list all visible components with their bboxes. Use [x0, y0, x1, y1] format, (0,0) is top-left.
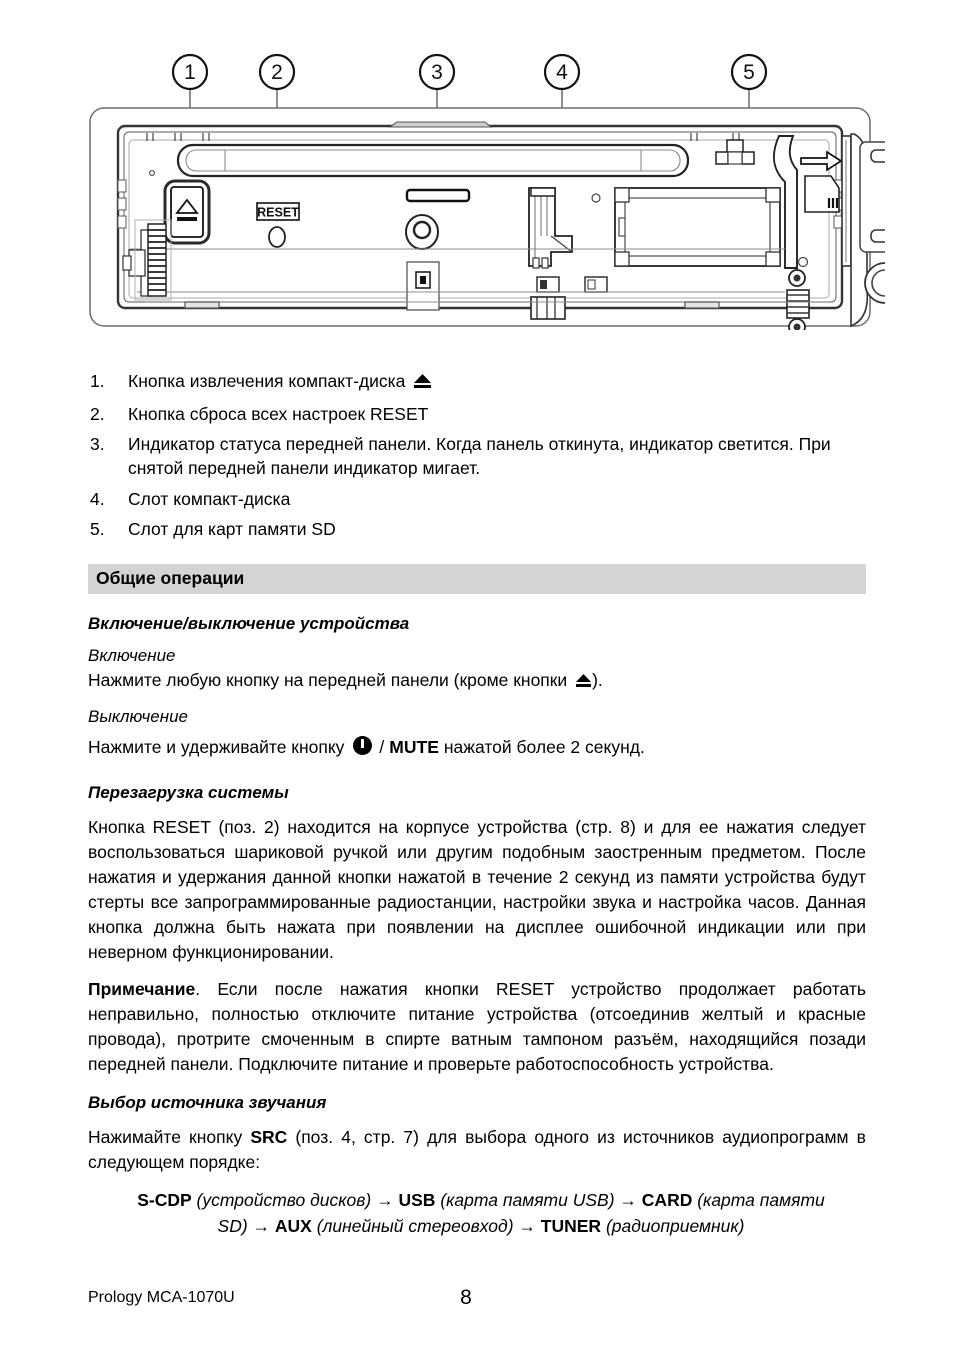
power-off-text-after: нажатой более 2 секунд.	[443, 737, 645, 758]
power-off-separator: /	[379, 737, 385, 758]
reset-label-text: RESET	[257, 205, 299, 220]
chain-code-0: S-CDP	[137, 1189, 192, 1210]
chain-arrow-2: →	[252, 1216, 271, 1237]
paragraph-reset: Кнопка RESET (поз. 2) находится на корпусе устройства (стр. 8) и для ее нажатия следует воспользоваться шариковой ручкой или другим подобным заостренным предметом. После нажатия и удержания данной кнопки нажатой в течение 2 секунд из памяти устройства будут стерты все запрограммированные радиостанции, настройки звука и настройка часов. Данная кнопка должна быть нажата при появлении на дисплее ошибочной индикации или при неверном функционировании.	[88, 816, 866, 962]
eject-icon	[575, 670, 592, 695]
reset-hole	[269, 227, 285, 247]
callout-circles	[173, 55, 766, 89]
source-text-after: (поз. 4, стр. 7) для выбора одного из источников аудиопрограмм в следующем порядке:	[88, 1126, 866, 1172]
chain-desc-2: (карта памяти SD)	[217, 1189, 825, 1237]
status-indicator	[407, 190, 469, 201]
section-header-bar	[88, 564, 866, 594]
paragraph-power-off	[88, 735, 866, 761]
top-nub	[390, 122, 491, 127]
power-on-text-before: Нажмите любую кнопку на передней панели (кроме кнопки	[88, 669, 573, 690]
eject-button	[165, 181, 209, 243]
callout-number-1: 1	[184, 61, 196, 84]
list-item	[88, 403, 866, 427]
callout-number-2: 2	[271, 61, 283, 84]
chain-desc-3: (линейный стереовход)	[316, 1216, 514, 1237]
paragraph-source	[88, 1125, 866, 1175]
note-label: Примечание	[88, 978, 196, 999]
power-on-text-after: ).	[592, 669, 603, 690]
subheading-source: Выбор источника звучания	[88, 1092, 327, 1112]
power-icon	[352, 735, 373, 761]
list-item-number: 2.	[90, 403, 105, 424]
chain-arrow-1: →	[619, 1189, 637, 1210]
footer-page-number: 8	[460, 1286, 472, 1309]
chain-desc-1: (карта памяти USB)	[440, 1189, 615, 1210]
mute-button-label: MUTE	[389, 737, 439, 758]
chain-code-4: TUNER	[540, 1216, 602, 1237]
chain-code-2: CARD	[641, 1189, 693, 1210]
list-item	[88, 433, 866, 480]
eject-icon	[413, 372, 432, 396]
cd-slot	[178, 145, 688, 176]
list-item-number: 1.	[90, 371, 105, 391]
list-item	[88, 370, 866, 396]
screw-dot-center	[592, 194, 600, 202]
list-item	[88, 488, 866, 512]
callout-number-5: 5	[743, 61, 755, 84]
chain-desc-0: (устройство дисков)	[196, 1189, 372, 1210]
label-power-off: Выключение	[88, 706, 188, 726]
callout-number-3: 3	[431, 61, 443, 84]
paragraph-reset-note	[88, 977, 866, 1077]
source-chain	[88, 1187, 866, 1240]
screw-dot-left	[150, 171, 155, 176]
section-header-title: Общие операции	[96, 568, 245, 589]
label-power-on: Включение	[88, 645, 176, 665]
list-item-label: Слот для карт памяти SD	[128, 519, 336, 540]
source-text-before: Нажимайте кнопку	[88, 1126, 251, 1147]
chain-arrow-0: →	[376, 1189, 394, 1210]
src-button-label: SRC	[250, 1126, 288, 1147]
page-footer	[88, 1286, 866, 1313]
list-item	[88, 518, 866, 542]
subheading-power: Включение/выключение устройства	[88, 613, 410, 633]
list-item-number: 5.	[90, 519, 105, 540]
list-item-label: Кнопка сброса всех настроек RESET	[128, 403, 429, 424]
footer-document-id: Prology MCA-1070U	[88, 1289, 235, 1306]
chain-desc-4: (радиоприемник)	[605, 1216, 745, 1237]
panel-hinge-block	[851, 134, 885, 326]
usb-connector-block	[615, 188, 780, 266]
feature-list	[88, 370, 866, 542]
list-item-label: Слот компакт-диска	[128, 488, 291, 509]
paragraph-power-on	[88, 668, 866, 695]
list-item-label: Индикатор статуса передней панели. Когда панель откинута, индикатор светится. При снятой передней панели индикатор мигает.	[128, 434, 831, 478]
power-off-text-before: Нажмите и удерживайте кнопку	[88, 737, 345, 758]
device-diagram-svg	[85, 40, 885, 330]
list-item-number: 3.	[90, 434, 105, 455]
chain-arrow-3: →	[518, 1216, 536, 1237]
subheading-reset: Перезагрузка системы	[88, 782, 289, 802]
callout-number-4: 4	[556, 61, 568, 84]
left-vent-slots	[118, 180, 126, 228]
round-connector	[406, 215, 438, 249]
chain-code-3: AUX	[274, 1216, 312, 1237]
list-item-number: 4.	[90, 488, 105, 509]
list-item-label: Кнопка извлечения компакт-диска	[128, 371, 411, 391]
note-text: . Если после нажатия кнопки RESET устройство продолжает работать неправильно, полностью отключите питание устройства (отсоединив желтый и красные провода), протрите смоченным в спирте ватным тампоном разъём, находящийся позади передней панели. Подключите питание и проверьте работоспособность устройства.	[88, 978, 866, 1074]
device-front-panel-figure	[85, 0, 885, 370]
chain-code-1: USB	[398, 1189, 436, 1210]
